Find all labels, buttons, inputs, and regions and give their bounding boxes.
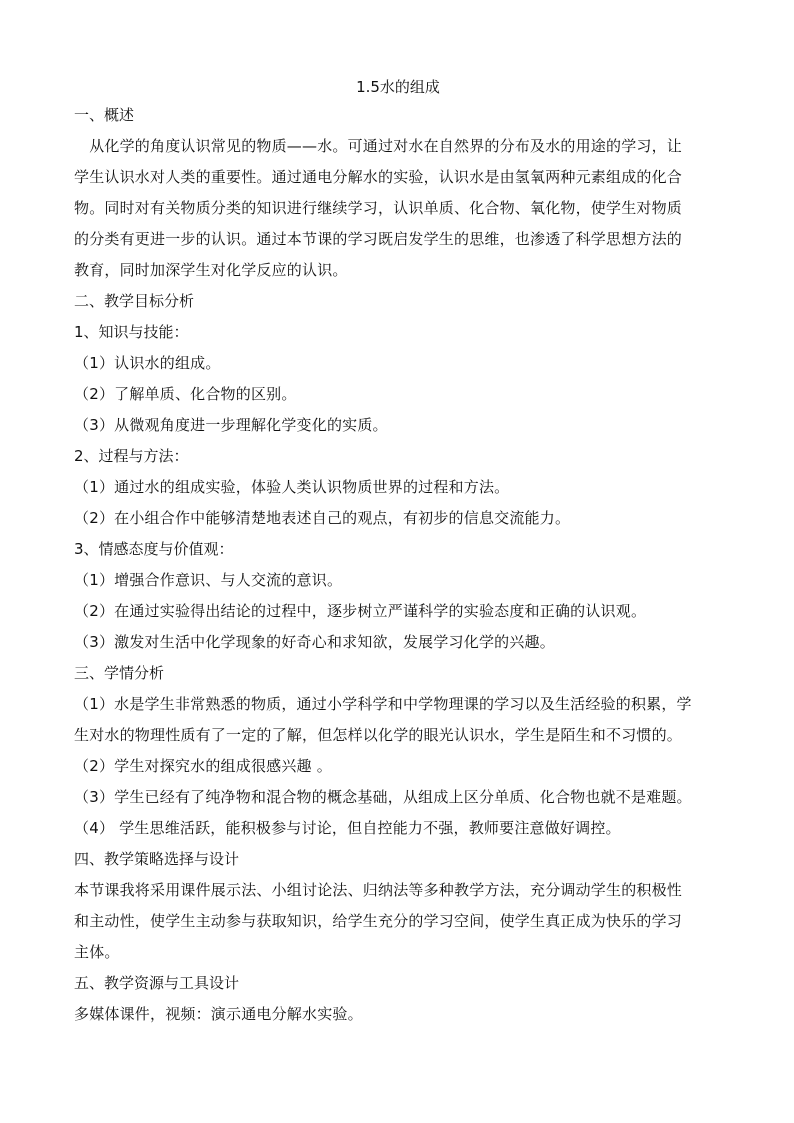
emotion-item-1: （1）增强合作意识、与人交流的意识。 [74, 571, 343, 589]
emotion-item-3: （3）激发对生活中化学现象的好奇心和求知欲，发展学习化学的兴趣。 [74, 633, 555, 651]
subheading-process: 2、过程与方法： [74, 447, 189, 465]
section-heading-overview: 一、概述 [74, 106, 135, 124]
learner-line-5: （4） 学生思维活跃，能积极参与讨论，但自控能力不强，教师要注意做好调控。 [74, 819, 621, 837]
learner-line-1: （1）水是学生非常熟悉的物质，通过小学科学和中学物理课的学习以及生活经验的积累，学 [74, 695, 692, 713]
knowledge-item-2: （2）了解单质、化合物的区别。 [74, 385, 297, 403]
subheading-emotion: 3、情感态度与价值观： [74, 540, 234, 558]
learner-line-2: 生对水的物理性质有了一定的了解，但怎样以化学的眼光认识水，学生是陌生和不习惯的。 [74, 726, 683, 744]
strategy-line-2: 和主动性，使学生主动参与获取知识，给学生充分的学习空间，使学生真正成为快乐的学习 [74, 912, 683, 930]
emotion-item-2: （2）在通过实验得出结论的过程中，逐步树立严谨科学的实验态度和正确的认识观。 [74, 602, 647, 620]
section-heading-resources: 五、教学资源与工具设计 [74, 974, 240, 992]
overview-line-2: 学生认识水对人类的重要性。通过通电分解水的实验，认识水是由氢氧两种元素组成的化合 [74, 168, 683, 186]
overview-line-5: 教育，同时加深学生对化学反应的认识。 [74, 261, 348, 279]
process-item-2: （2）在小组合作中能够清楚地表述自己的观点，有初步的信息交流能力。 [74, 509, 571, 527]
process-item-1: （1）通过水的组成实验，体验人类认识物质世界的过程和方法。 [74, 478, 510, 496]
learner-line-3: （2）学生对探究水的组成很感兴趣 。 [74, 757, 332, 775]
section-heading-learner: 三、学情分析 [74, 664, 165, 682]
strategy-line-3: 主体。 [74, 943, 120, 961]
section-heading-strategy: 四、教学策略选择与设计 [74, 850, 240, 868]
overview-line-3: 物。同时对有关物质分类的知识进行继续学习，认识单质、化合物、氧化物，使学生对物质 [74, 199, 683, 217]
document-title: 1.5水的组成 [356, 78, 440, 96]
subheading-knowledge: 1、知识与技能： [74, 323, 189, 341]
resources-line-1: 多媒体课件，视频：演示通电分解水实验。 [74, 1005, 363, 1023]
learner-line-4: （3）学生已经有了纯净物和混合物的概念基础，从组成上区分单质、化合物也就不是难题。 [74, 788, 692, 806]
overview-line-1: 从化学的角度认识常见的物质——水。可通过对水在自然界的分布及水的用途的学习，让 [74, 137, 683, 155]
section-heading-goals: 二、教学目标分析 [74, 292, 195, 310]
document-page [74, 74, 722, 1030]
strategy-line-1: 本节课我将采用课件展示法、小组讨论法、归纳法等多种教学方法，充分调动学生的积极性 [74, 881, 683, 899]
knowledge-item-1: （1）认识水的组成。 [74, 354, 221, 372]
knowledge-item-3: （3）从微观角度进一步理解化学变化的实质。 [74, 416, 388, 434]
overview-line-4: 的分类有更进一步的认识。通过本节课的学习既启发学生的思维，也渗透了科学思想方法的 [74, 230, 683, 248]
